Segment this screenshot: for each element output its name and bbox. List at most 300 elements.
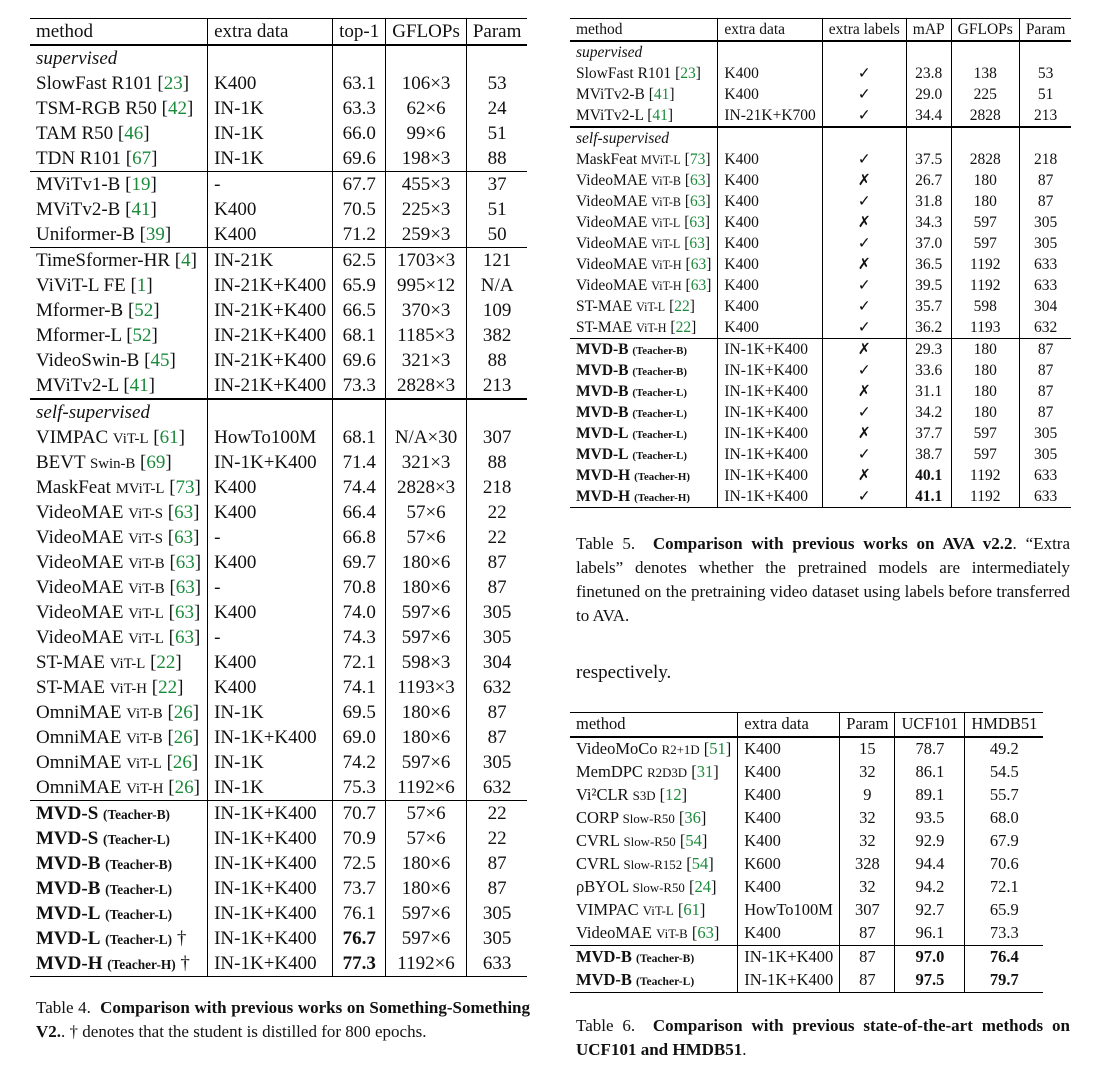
method-cell (30, 951, 208, 977)
citation: 63 (175, 577, 195, 598)
ucf-cell: 86.1 (895, 761, 965, 784)
label-cell: ✗ (822, 212, 906, 233)
method-cell: CVRL Slow-R152 [54] (576, 854, 714, 874)
backbone: ViT-L (651, 215, 681, 230)
method-name: Mformer-L (36, 325, 122, 346)
method-name: ST-MAE (36, 652, 105, 673)
backbone: ViT-B (651, 173, 681, 188)
column-header: mAP (906, 19, 951, 42)
map-cell: 36.5 (906, 254, 951, 275)
section-label: supervised (36, 48, 118, 69)
gflops-cell: 106×3 (386, 71, 467, 96)
citation: 63 (690, 171, 706, 189)
gflops-cell: 1192 (951, 486, 1019, 508)
method-name: VideoMAE (36, 627, 124, 648)
column-header: extra labels (822, 19, 906, 42)
body-text: respectively. (576, 662, 672, 683)
method-name: OmniMAE (36, 727, 122, 748)
citation: 52 (132, 325, 152, 346)
param-cell: 22 (466, 801, 527, 827)
param-cell: 305 (1019, 212, 1071, 233)
extra-cell: K400 (718, 191, 822, 212)
citation: 63 (174, 502, 194, 523)
method-name: VideoSwin-B (36, 350, 140, 371)
param-cell: 304 (1019, 296, 1071, 317)
table-row (30, 851, 527, 876)
table-row (30, 876, 527, 901)
top1-cell: 73.7 (333, 876, 386, 901)
gflops-cell: N/A×30 (386, 425, 467, 450)
top1-cell: 66.5 (333, 298, 386, 323)
extra-cell: K400 (718, 233, 822, 254)
extra-cell: K400 (718, 275, 822, 296)
teacher-tag: (Teacher-B) (632, 344, 688, 357)
param-cell: 22 (466, 826, 527, 851)
param-cell: 305 (466, 600, 527, 625)
method-name: VideoMAE (576, 192, 648, 210)
param-cell: 53 (1019, 63, 1071, 84)
method-name: MVD-L (576, 424, 629, 442)
backbone: Slow-R50 (622, 812, 675, 827)
top1-cell: 68.1 (333, 425, 386, 450)
table-row (30, 600, 527, 625)
backbone: ViT-H (109, 681, 147, 697)
method-cell: Uniformer-B [39] (36, 224, 172, 245)
label-cell: ✓ (822, 444, 906, 465)
hmdb-cell: 79.7 (965, 969, 1044, 993)
citation: 12 (665, 785, 682, 805)
extra-cell: K400 (738, 737, 840, 761)
gflops-cell: 1192×6 (386, 775, 467, 801)
table-row (570, 339, 1071, 361)
backbone: ViT-S (128, 506, 164, 522)
gflops-cell: 597 (951, 212, 1019, 233)
extra-cell: K400 (208, 71, 333, 96)
table-row (570, 105, 1071, 127)
param-cell: 633 (1019, 275, 1071, 296)
top1-cell: 66.8 (333, 525, 386, 550)
empty-cell (718, 127, 822, 149)
column-header: extra data (738, 713, 840, 738)
column-header: method (30, 19, 208, 46)
method-name: OmniMAE (36, 777, 122, 798)
section-label: self-supervised (570, 127, 718, 149)
table-row (30, 96, 527, 121)
param-cell: 87 (466, 700, 527, 725)
label-cell: ✗ (822, 381, 906, 402)
method-name: TimeSformer-HR (36, 250, 171, 271)
extra-cell: K400 (208, 222, 333, 248)
param-cell: 32 (840, 876, 895, 899)
section-label: self-supervised (30, 399, 208, 425)
citation: 63 (175, 552, 195, 573)
backbone: ViT-L (128, 631, 164, 647)
param-cell: 37 (466, 172, 527, 198)
method-name: MViTv2-L (576, 106, 644, 124)
empty-cell (333, 399, 386, 425)
method-cell: CORP Slow-R50 [36] (576, 808, 707, 828)
backbone: ViT-B (656, 927, 688, 942)
label-cell: ✓ (822, 296, 906, 317)
method-name: VideoMAE (36, 602, 124, 623)
method-name: MVD-S (36, 803, 99, 824)
method-cell: MViTv2-L [41] (36, 375, 155, 396)
gflops-cell: 180 (951, 339, 1019, 361)
teacher-tag: (Teacher-B) (636, 953, 695, 966)
table-row (570, 486, 1071, 508)
param-cell: 121 (466, 248, 527, 274)
table-row (30, 425, 527, 450)
citation: 63 (690, 255, 707, 273)
table-5-caption: Table 5. Comparison with previous works on AVA v2.2. “Extra labels” denotes whether the pretrained models are intermediately finetuned on the pretraining video dataset using labels before transferred to AVA. (576, 534, 1070, 625)
citation: 61 (159, 427, 179, 448)
label-cell: ✓ (822, 360, 906, 381)
method-cell (570, 423, 718, 444)
backbone: Slow-R50 (632, 881, 685, 896)
extra-cell: IN-1K+K400 (208, 450, 333, 475)
method-name: MVD-B (36, 878, 101, 899)
method-cell: VideoMoCo R2+1D [51] (576, 739, 732, 759)
gflops-cell: 1192 (951, 275, 1019, 296)
gflops-cell: 180 (951, 381, 1019, 402)
gflops-cell: 57×6 (386, 801, 467, 827)
method-cell: VideoMAE ViT-B [63] (36, 552, 202, 573)
method-name: MVD-L (576, 445, 629, 463)
table-row (570, 465, 1071, 486)
gflops-cell: 180 (951, 170, 1019, 191)
teacher-tag: (Teacher-L) (632, 428, 688, 441)
teacher-tag: (Teacher-H) (107, 957, 176, 972)
top1-cell: 76.7 (333, 926, 386, 951)
table-row (30, 826, 527, 851)
extra-cell: IN-1K+K400 (718, 339, 822, 361)
table-row (570, 233, 1071, 254)
gflops-cell: 1185×3 (386, 323, 467, 348)
empty-cell (1019, 127, 1071, 149)
table-row (30, 750, 527, 775)
method-cell: ViViT-L FE [1] (36, 275, 153, 296)
gflops-cell: 321×3 (386, 450, 467, 475)
table-row (30, 323, 527, 348)
method-cell: VideoSwin-B [45] (36, 350, 176, 371)
extra-cell: IN-1K (208, 775, 333, 801)
empty-cell (951, 127, 1019, 149)
param-cell: 109 (466, 298, 527, 323)
top1-cell: 70.5 (333, 197, 386, 222)
param-cell: 305 (466, 901, 527, 926)
param-cell: 633 (466, 951, 527, 977)
backbone: ViT-H (651, 257, 682, 272)
empty-cell (906, 127, 951, 149)
table-row (30, 725, 527, 750)
param-cell: 632 (466, 675, 527, 700)
param-cell: 22 (466, 525, 527, 550)
method-name: VideoMAE (576, 923, 652, 943)
method-name: MVD-H (36, 953, 103, 974)
param-cell: 307 (466, 425, 527, 450)
method-cell (570, 946, 738, 970)
method-name: MemDPC (576, 762, 643, 782)
empty-cell (466, 399, 527, 425)
top1-cell: 69.6 (333, 146, 386, 172)
citation: 41 (129, 375, 149, 396)
method-name: VideoMAE (36, 527, 124, 548)
method-name: MVD-B (36, 853, 101, 874)
method-name: MVD-S (36, 828, 99, 849)
hmdb-cell: 65.9 (965, 899, 1044, 922)
gflops-cell: 259×3 (386, 222, 467, 248)
method-cell: Vi²CLR S3D [12] (576, 785, 688, 805)
table-row (570, 737, 1043, 761)
extra-cell: IN-1K (208, 121, 333, 146)
backbone: ViT-B (128, 581, 165, 597)
backbone: ViT-H (126, 781, 164, 797)
method-cell (570, 339, 718, 361)
table-row (570, 784, 1043, 807)
top1-cell: 70.8 (333, 575, 386, 600)
method-cell: MViTv2-B [41] (36, 199, 157, 220)
top1-cell: 69.6 (333, 348, 386, 373)
method-name: MVD-H (576, 487, 631, 505)
gflops-cell: 2828×3 (386, 373, 467, 399)
citation: 46 (124, 123, 144, 144)
citation: 19 (131, 174, 151, 195)
method-name: VideoMAE (36, 502, 124, 523)
param-cell: 305 (1019, 233, 1071, 254)
top1-cell: 68.1 (333, 323, 386, 348)
gflops-cell: 180×6 (386, 851, 467, 876)
table-row (30, 901, 527, 926)
column-header: UCF101 (895, 713, 965, 738)
citation: 73 (175, 477, 195, 498)
label-cell: ✓ (822, 63, 906, 84)
top1-cell: 70.9 (333, 826, 386, 851)
method-name: TDN R101 (36, 148, 121, 169)
method-name: MVD-B (576, 361, 629, 379)
citation: 63 (174, 627, 194, 648)
method-name: MVD-B (576, 382, 629, 400)
citation: 41 (653, 85, 670, 103)
column-header: GFLOPs (386, 19, 467, 46)
citation: 23 (163, 73, 183, 94)
label-cell: ✓ (822, 84, 906, 105)
backbone: ViT-S (128, 531, 164, 547)
map-cell: 37.5 (906, 149, 951, 170)
method-name: SlowFast R101 (36, 73, 153, 94)
method-name: BEVT (36, 452, 86, 473)
method-name: MVD-B (576, 970, 632, 990)
param-cell: 305 (466, 926, 527, 951)
top1-cell: 67.7 (333, 172, 386, 198)
empty-cell (208, 45, 333, 71)
table-row (30, 801, 527, 827)
extra-cell: - (208, 172, 333, 198)
extra-cell: K400 (208, 550, 333, 575)
citation: 31 (696, 762, 714, 782)
table-row (570, 969, 1043, 993)
method-cell: ST-MAE ViT-L [22] (36, 652, 182, 673)
gflops-cell: 225 (951, 84, 1019, 105)
column-header: HMDB51 (965, 713, 1044, 738)
label-cell: ✓ (822, 191, 906, 212)
backbone: ViT-L (128, 606, 164, 622)
table-row (570, 830, 1043, 853)
method-name: Vi²CLR (576, 785, 629, 805)
table-6 (570, 712, 1043, 993)
hmdb-cell: 73.3 (965, 922, 1044, 946)
extra-cell: IN-1K+K400 (718, 381, 822, 402)
param-cell: 87 (466, 876, 527, 901)
gflops-cell: 597×6 (386, 625, 467, 650)
top1-cell: 72.5 (333, 851, 386, 876)
param-cell: 632 (466, 775, 527, 801)
ucf-cell: 92.9 (895, 830, 965, 853)
method-name: MVD-B (576, 403, 629, 421)
backbone: ViT-B (126, 706, 163, 722)
table-row (570, 922, 1043, 946)
param-cell: 633 (1019, 486, 1071, 508)
method-cell: VideoMAE ViT-H [63] (576, 276, 712, 294)
method-name: Uniformer-B (36, 224, 135, 245)
param-cell: 87 (1019, 381, 1071, 402)
param-cell: 87 (1019, 339, 1071, 361)
param-cell: 88 (466, 348, 527, 373)
method-cell: Mformer-B [52] (36, 300, 160, 321)
method-cell: VideoMAE ViT-B [63] (576, 923, 720, 943)
citation: 26 (173, 727, 193, 748)
method-cell: VIMPAC ViT-L [61] (576, 900, 706, 920)
table-row (570, 899, 1043, 922)
teacher-tag: (Teacher-L) (632, 407, 688, 420)
backbone: R2+1D (661, 743, 700, 758)
citation: 54 (691, 854, 709, 874)
table-row (30, 348, 527, 373)
gflops-cell: 1193 (951, 317, 1019, 339)
method-name: VideoMAE (576, 213, 648, 231)
param-cell: 87 (1019, 170, 1071, 191)
table-row (570, 761, 1043, 784)
citation: 67 (132, 148, 152, 169)
top1-cell: 63.1 (333, 71, 386, 96)
gflops-cell: 57×6 (386, 525, 467, 550)
method-cell: MViTv2-B [41] (576, 85, 675, 103)
method-cell: TAM R50 [46] (36, 123, 150, 144)
label-cell: ✓ (822, 105, 906, 127)
table-row (570, 254, 1071, 275)
method-name: ST-MAE (576, 297, 633, 315)
citation: 73 (689, 150, 706, 168)
map-cell: 31.1 (906, 381, 951, 402)
ucf-cell: 89.1 (895, 784, 965, 807)
citation: 63 (690, 276, 707, 294)
map-cell: 34.3 (906, 212, 951, 233)
citation: 4 (181, 250, 191, 271)
extra-cell: IN-1K (208, 146, 333, 172)
extra-cell: HowTo100M (738, 899, 840, 922)
citation: 63 (174, 602, 194, 623)
backbone: ViT-L (642, 904, 674, 919)
param-cell: 305 (466, 750, 527, 775)
param-cell: 307 (840, 899, 895, 922)
backbone: Swin-B (90, 456, 136, 472)
citation: 52 (134, 300, 154, 321)
method-name: OmniMAE (36, 702, 122, 723)
method-cell: ST-MAE ViT-H [22] (36, 677, 184, 698)
map-cell: 34.4 (906, 105, 951, 127)
top1-cell: 71.4 (333, 450, 386, 475)
ucf-cell: 92.7 (895, 899, 965, 922)
extra-cell: K400 (208, 475, 333, 500)
method-cell: VideoMAE ViT-L [63] (576, 234, 711, 252)
method-cell (30, 801, 208, 827)
teacher-tag: (Teacher-B) (632, 365, 688, 378)
gflops-cell: 995×12 (386, 273, 467, 298)
method-cell: MViTv1-B [19] (30, 172, 208, 198)
gflops-cell: 180 (951, 191, 1019, 212)
gflops-cell: 62×6 (386, 96, 467, 121)
table-row (30, 298, 527, 323)
map-cell: 29.0 (906, 84, 951, 105)
extra-cell: - (208, 625, 333, 650)
param-cell: 51 (466, 121, 527, 146)
teacher-tag: (Teacher-H) (634, 470, 690, 483)
column-header: GFLOPs (951, 19, 1019, 42)
teacher-tag: (Teacher-L) (105, 907, 173, 922)
extra-cell: IN-1K+K400 (718, 465, 822, 486)
method-name: ST-MAE (576, 318, 633, 336)
empty-cell (951, 41, 1019, 63)
citation: 26 (174, 777, 194, 798)
column-header: Param (1019, 19, 1071, 42)
method-cell: VideoMAE ViT-L [63] (576, 213, 711, 231)
method-cell: VideoMAE ViT-L [63] (36, 602, 201, 623)
method-cell: MaskFeat MViT-L [73] (576, 150, 711, 168)
gflops-cell: 2828×3 (386, 475, 467, 500)
param-cell: 87 (840, 969, 895, 993)
table-row (570, 946, 1043, 970)
param-cell: 305 (1019, 444, 1071, 465)
teacher-tag: (Teacher-L) (632, 386, 688, 399)
method-cell (30, 876, 208, 901)
method-cell: ST-MAE ViT-L [22] (576, 297, 695, 315)
method-name: MaskFeat (36, 477, 111, 498)
hmdb-cell: 54.5 (965, 761, 1044, 784)
citation: 54 (685, 831, 702, 851)
method-name: MVD-H (576, 466, 631, 484)
table-row (570, 212, 1071, 233)
label-cell: ✓ (822, 486, 906, 508)
gflops-cell: 198×3 (386, 146, 467, 172)
backbone: ViT-B (128, 556, 165, 572)
method-cell (570, 969, 738, 993)
backbone: ViT-L (126, 756, 162, 772)
method-cell: Mformer-L [52] (36, 325, 158, 346)
label-cell: ✗ (822, 339, 906, 361)
extra-cell: K400 (738, 876, 840, 899)
dagger-mark: † (176, 928, 187, 949)
column-header: Param (466, 19, 527, 46)
hmdb-cell: 68.0 (965, 807, 1044, 830)
backbone: MViT-L (115, 481, 165, 497)
table-row (30, 121, 527, 146)
extra-cell: K400 (208, 675, 333, 700)
method-name: MVD-B (576, 947, 632, 967)
method-name: VIMPAC (36, 427, 109, 448)
extra-cell: IN-21K+K400 (208, 323, 333, 348)
extra-cell: K600 (738, 853, 840, 876)
param-cell: 15 (840, 737, 895, 761)
method-cell (570, 402, 718, 423)
